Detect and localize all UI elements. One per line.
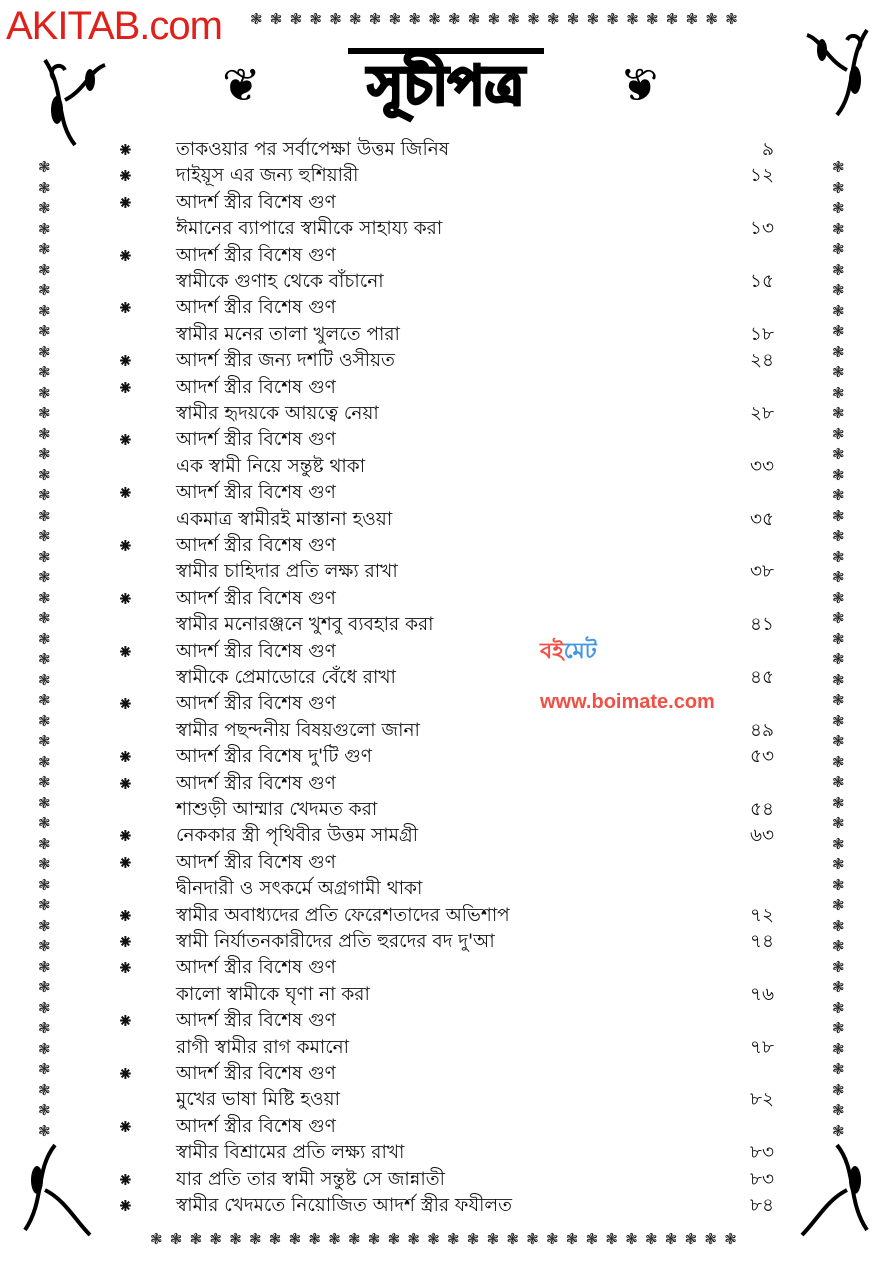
flower-icon: ❃ xyxy=(832,281,845,299)
flower-icon: ❃ xyxy=(645,1230,658,1248)
flower-icon: ❃ xyxy=(832,629,845,648)
flower-icon: ❃ xyxy=(832,896,845,914)
flower-icon: ❃ xyxy=(832,301,845,320)
toc-entry-page: ৭৮ xyxy=(749,1036,774,1058)
flower-icon: ❃ xyxy=(38,814,51,832)
flower-icon: ❃ xyxy=(38,178,51,197)
flower-icon: ❃ xyxy=(832,1080,845,1099)
toc-entry xyxy=(0,480,892,506)
flower-icon: ❃ xyxy=(309,10,322,28)
flower-icon: ❃ xyxy=(249,1230,262,1248)
flower-icon: ❃ xyxy=(38,506,51,525)
flower-icon: ❃ xyxy=(832,322,845,340)
boimate-logo-part-a: বই xyxy=(540,638,564,664)
toc-entry xyxy=(0,978,892,1008)
toc-entry xyxy=(0,771,892,797)
flower-icon: ❃ xyxy=(704,1230,717,1248)
toc-entry-page: ৭৪ xyxy=(749,931,774,952)
toc-entry-title: আদর্শ স্ত্রীর বিশেষ গুণ xyxy=(176,429,336,451)
flower-icon: ❃ xyxy=(427,1230,440,1248)
flower-icon: ❃ xyxy=(585,1230,599,1248)
toc-entry-page: ২৮ xyxy=(749,403,774,424)
flower-icon: ❃ xyxy=(209,1230,222,1248)
flower-icon: ❃ xyxy=(367,1230,381,1248)
toc-entry-title: আদর্শ স্ত্রীর বিশেষ গুণ xyxy=(176,957,336,979)
flower-icon: ❃ xyxy=(832,1019,845,1037)
flower-icon: ❃ xyxy=(646,10,659,28)
flower-icon: ❃ xyxy=(308,1230,321,1248)
flower-icon: ❃ xyxy=(38,445,51,463)
toc-entry-page: ৪৯ xyxy=(749,719,774,741)
flower-icon: ❃ xyxy=(832,1060,845,1078)
flower-icon: ❃ xyxy=(832,342,845,361)
toc-entry-title: স্বামীর চাহিদার প্রতি লক্ষ্য রাখা xyxy=(176,561,398,583)
boimate-logo-part-b: মেট xyxy=(563,638,597,664)
toc-entry xyxy=(0,348,892,374)
asterisk-bullet-icon: ⁕ xyxy=(117,692,134,717)
toc-entry-title: মুখের ভাষা মিষ্টি হওয়া xyxy=(176,1089,340,1111)
flower-icon: ❃ xyxy=(447,1230,460,1248)
flower-icon: ❃ xyxy=(38,937,51,955)
flower-icon: ❃ xyxy=(832,445,845,463)
flower-icon: ❃ xyxy=(832,465,845,484)
toc-entry-title: আদর্শ স্ত্রীর বিশেষ গুণ xyxy=(176,693,336,715)
flower-icon: ❃ xyxy=(832,875,845,894)
flower-icon: ❃ xyxy=(832,957,845,976)
toc-entry-page: ৪৫ xyxy=(749,667,774,688)
flower-icon: ❃ xyxy=(546,1230,559,1248)
flower-icon: ❃ xyxy=(38,322,51,340)
flower-icon: ❃ xyxy=(38,240,51,258)
toc-entry-title: রাগী স্বামীর রাগ কমানো xyxy=(176,1036,350,1058)
flower-icon: ❃ xyxy=(832,424,845,443)
toc-entry-title: আদর্শ স্ত্রীর বিশেষ গুণ xyxy=(176,535,336,556)
toc-entry-title: এক স্বামী নিয়ে সন্তুষ্ট থাকা xyxy=(176,455,366,477)
flower-icon: ❃ xyxy=(724,1230,737,1248)
asterisk-bullet-icon: ⁕ xyxy=(117,956,134,981)
flower-icon: ❃ xyxy=(832,199,845,217)
flower-icon: ❃ xyxy=(832,670,845,689)
flower-icon: ❃ xyxy=(38,1080,51,1099)
flower-icon: ❃ xyxy=(169,1230,183,1248)
flower-icon: ❃ xyxy=(38,404,51,422)
toc-entry-title: তাকওয়ার পর সর্বাপেক্ষা উত্তম জিনিষ xyxy=(176,139,450,160)
flower-icon: ❃ xyxy=(348,1230,361,1248)
flower-icon: ❃ xyxy=(38,199,51,217)
toc-entry-page: ৭৬ xyxy=(749,983,774,1005)
flower-icon: ❃ xyxy=(547,10,560,28)
flower-icon: ❃ xyxy=(527,10,540,28)
flower-icon: ❃ xyxy=(38,732,51,750)
flower-icon: ❃ xyxy=(38,568,51,586)
toc-entry-page: ৫৪ xyxy=(749,799,774,820)
flower-icon: ❃ xyxy=(38,834,51,853)
flower-icon: ❃ xyxy=(684,1230,698,1248)
flower-icon: ❃ xyxy=(229,1230,242,1248)
flower-icon: ❃ xyxy=(832,916,845,935)
asterisk-bullet-icon: ⁕ xyxy=(117,1167,134,1192)
toc-entry xyxy=(0,507,892,533)
toc-entry xyxy=(0,322,892,348)
toc-entry-page: ৯ xyxy=(761,139,774,160)
flower-icon: ❃ xyxy=(448,10,461,28)
flower-icon: ❃ xyxy=(38,342,51,361)
toc-entry-page: ৫৩ xyxy=(749,746,774,768)
toc-entry-page: ১৮ xyxy=(749,323,774,345)
flower-icon: ❃ xyxy=(832,527,845,545)
flower-icon: ❃ xyxy=(832,1121,845,1140)
flower-icon: ❃ xyxy=(38,260,51,279)
toc-entry-title: আদর্শ স্ত্রীর বিশেষ গুণ xyxy=(176,191,336,213)
flower-icon: ❃ xyxy=(566,10,580,28)
flower-icon: ❃ xyxy=(38,711,51,730)
asterisk-bullet-icon: ⁕ xyxy=(117,850,134,875)
flower-icon: ❃ xyxy=(38,281,51,299)
flower-icon: ❃ xyxy=(832,588,845,607)
toc-entry xyxy=(0,295,892,321)
toc-entry-title: শাশুড়ী আম্মার খেদমত করা xyxy=(176,799,378,820)
flower-icon: ❃ xyxy=(832,937,845,955)
toc-entry xyxy=(0,1008,892,1037)
flower-icon: ❃ xyxy=(832,383,845,402)
toc-entry-title: নেককার স্ত্রী পৃথিবীর উত্তম সামগ্রী xyxy=(176,825,419,847)
flower-icon: ❃ xyxy=(625,1230,638,1248)
toc-entry-title: আদর্শ স্ত্রীর বিশেষ গুণ xyxy=(176,376,336,398)
toc-entry-page: ১৫ xyxy=(749,271,774,292)
toc-entry-title: স্বামীর খেদমতে নিয়োজিত আদর্শ স্ত্রীর ফযীলত xyxy=(176,1195,513,1216)
flower-icon: ❃ xyxy=(189,1230,203,1248)
flower-icon: ❃ xyxy=(38,609,51,627)
flower-icon: ❃ xyxy=(38,1039,51,1058)
toc-entry-page: ৮২ xyxy=(749,1089,774,1111)
flower-icon: ❃ xyxy=(466,1230,480,1248)
flower-icon: ❃ xyxy=(250,10,263,28)
toc-entry-page: ১৩ xyxy=(749,218,774,240)
toc-entry-page: ৩৫ xyxy=(749,508,774,530)
flower-icon: ❃ xyxy=(269,10,283,28)
toc-entry xyxy=(0,163,892,189)
flower-icon: ❃ xyxy=(832,568,845,586)
flower-icon: ❃ xyxy=(832,814,845,832)
flower-icon: ❃ xyxy=(388,10,402,28)
flower-icon: ❃ xyxy=(289,10,303,28)
toc-entry-title: আদর্শ স্ত্রীর বিশেষ গুণ xyxy=(176,772,336,794)
flower-icon: ❃ xyxy=(329,10,342,28)
toc-entry xyxy=(0,375,892,401)
toc-entry xyxy=(0,639,892,668)
toc-entry xyxy=(0,955,892,981)
toc-entry xyxy=(0,1167,892,1193)
title-ornament-left-icon: ❦ xyxy=(222,58,261,112)
toc-entry-page: ২৪ xyxy=(749,350,774,372)
title-ornament-right-icon: ❦ xyxy=(620,58,659,112)
toc-entry xyxy=(0,454,892,480)
flower-icon: ❃ xyxy=(832,691,845,709)
toc-entry-page: ১২ xyxy=(749,165,774,187)
toc-entry-title: স্বামী নির্যাতনকারীদের প্রতি হুরদের বদ দু'আ xyxy=(176,931,495,952)
toc-entry xyxy=(0,586,892,612)
flower-icon: ❃ xyxy=(38,978,51,996)
asterisk-bullet-icon: ⁕ xyxy=(117,771,134,796)
asterisk-bullet-icon: ⁕ xyxy=(117,586,134,611)
flower-icon: ❃ xyxy=(685,10,699,28)
toc-entry-title: কালো স্বামীকে ঘৃণা না করা xyxy=(176,983,370,1005)
flower-icon: ❃ xyxy=(832,855,845,873)
flower-icon: ❃ xyxy=(832,506,845,525)
asterisk-bullet-icon: ⁕ xyxy=(117,903,134,928)
flower-icon: ❃ xyxy=(38,629,51,648)
flower-icon: ❃ xyxy=(832,650,845,668)
flower-icon: ❃ xyxy=(832,363,845,381)
flower-icon: ❃ xyxy=(832,998,845,1017)
toc-entry-title: স্বামীর মনের তালা খুলতে পারা xyxy=(176,323,400,345)
flower-icon: ❃ xyxy=(526,1230,539,1248)
flower-icon: ❃ xyxy=(586,10,600,28)
flower-icon: ❃ xyxy=(38,650,51,668)
toc-entry-title: দাইয়ূস এর জন্য হুশিয়ারী xyxy=(176,165,359,187)
flower-icon: ❃ xyxy=(38,916,51,935)
flower-icon: ❃ xyxy=(832,486,845,504)
asterisk-bullet-icon: ⁕ xyxy=(117,1062,134,1086)
toc-entry xyxy=(0,1061,892,1087)
toc-entry xyxy=(0,665,892,691)
toc-entry-title: আদর্শ স্ত্রীর বিশেষ গুণ xyxy=(176,1010,336,1032)
toc-entry-title: স্বামীর মনোরঞ্জনে খুশবু ব্যবহার করা xyxy=(176,614,434,636)
flower-icon: ❃ xyxy=(349,10,362,28)
toc-entry xyxy=(0,533,892,559)
toc-entry xyxy=(0,1087,892,1113)
flower-icon: ❃ xyxy=(605,1230,618,1248)
flower-icon: ❃ xyxy=(38,752,51,771)
flower-icon: ❃ xyxy=(832,773,845,791)
asterisk-bullet-icon: ⁕ xyxy=(117,745,134,770)
flower-icon: ❃ xyxy=(832,219,845,238)
asterisk-bullet-icon: ⁕ xyxy=(117,296,134,321)
toc-entry xyxy=(0,823,892,849)
flower-icon: ❃ xyxy=(38,773,51,791)
toc-entry-title: আদর্শ স্ত্রীর বিশেষ গুণ xyxy=(176,1063,336,1084)
toc-entry xyxy=(0,744,892,770)
flower-icon: ❃ xyxy=(38,1019,51,1037)
toc-entry-title: একমাত্র স্বামীরই মাস্তানা হওয়া xyxy=(176,508,393,530)
toc-entry xyxy=(0,137,892,163)
toc-entry-title: স্বামীর পছন্দনীয় বিষয়গুলো জানা xyxy=(176,719,420,741)
toc-entry-title: আদর্শ স্ত্রীর বিশেষ গুণ xyxy=(176,851,336,873)
flower-icon: ❃ xyxy=(832,732,845,750)
flower-icon: ❃ xyxy=(832,834,845,853)
flower-icon: ❃ xyxy=(832,978,845,996)
flower-icon: ❃ xyxy=(664,1230,678,1248)
asterisk-bullet-icon: ⁕ xyxy=(117,1194,134,1218)
flower-icon: ❃ xyxy=(832,260,845,279)
toc-entry xyxy=(0,691,892,717)
flower-icon: ❃ xyxy=(832,1101,845,1119)
toc-entry-title: স্বামীকে গুণাহ থেকে বাঁচানো xyxy=(176,271,384,292)
toc-entry xyxy=(0,903,892,929)
flower-icon: ❃ xyxy=(565,1230,579,1248)
flower-icon: ❃ xyxy=(38,855,51,873)
toc-entry-page: ৮৪ xyxy=(749,1195,774,1216)
flower-icon: ❃ xyxy=(387,1230,401,1248)
toc-entry-title: আদর্শ স্ত্রীর বিশেষ দু'টি গুণ xyxy=(176,746,372,768)
toc-entry xyxy=(0,1114,892,1140)
flower-icon: ❃ xyxy=(487,10,501,28)
toc-entry xyxy=(0,1140,892,1166)
toc-entry xyxy=(0,401,892,427)
asterisk-bullet-icon: ⁕ xyxy=(117,1114,134,1139)
toc-entry-page: ৮৩ xyxy=(749,1142,774,1164)
asterisk-bullet-icon: ⁕ xyxy=(117,824,134,849)
flower-icon: ❃ xyxy=(467,10,481,28)
flower-icon: ❃ xyxy=(428,10,441,28)
asterisk-bullet-icon: ⁕ xyxy=(117,428,134,453)
toc-entry-title: আদর্শ স্ত্রীর বিশেষ গুণ xyxy=(176,587,336,609)
flower-icon: ❃ xyxy=(328,1230,341,1248)
flower-icon: ❃ xyxy=(705,10,718,28)
toc-entry-page: ৭২ xyxy=(749,904,774,926)
toc-entry xyxy=(0,424,892,453)
toc-entry-title: ঈমানের ব্যাপারে স্বামীকে সাহায্য করা xyxy=(176,218,443,240)
toc-entry-title: স্বামীকে প্রেমাডোরে বেঁধে রাখা xyxy=(176,667,396,688)
toc-entry-title: আদর্শ স্ত্রীর বিশেষ গুণ xyxy=(176,482,336,504)
flower-icon: ❃ xyxy=(288,1230,302,1248)
flower-icon: ❃ xyxy=(38,896,51,914)
boimate-url-watermark: www.boimate.com xyxy=(540,691,715,714)
toc-entry-page: ৮৩ xyxy=(749,1168,774,1190)
toc-entry xyxy=(0,609,892,638)
asterisk-bullet-icon: ⁕ xyxy=(117,164,134,189)
flower-icon: ❃ xyxy=(665,10,679,28)
flower-icon: ❃ xyxy=(38,1121,51,1140)
asterisk-bullet-icon: ⁕ xyxy=(117,639,134,664)
toc-entry-title: যার প্রতি তার স্বামী সন্তুষ্ট সে জান্নাতী xyxy=(176,1168,445,1190)
toc-entry xyxy=(0,1035,892,1061)
flower-icon: ❃ xyxy=(626,10,639,28)
flower-icon: ❃ xyxy=(38,424,51,443)
flower-icon: ❃ xyxy=(38,219,51,238)
toc-entry xyxy=(0,190,892,216)
flower-icon: ❃ xyxy=(38,486,51,504)
flower-icon: ❃ xyxy=(506,1230,519,1248)
asterisk-bullet-icon: ⁕ xyxy=(117,375,134,400)
toc-entry-page: ৬৩ xyxy=(749,825,774,847)
flower-icon: ❃ xyxy=(725,10,738,28)
flower-icon: ❃ xyxy=(38,1060,51,1078)
asterisk-bullet-icon: ⁕ xyxy=(117,190,134,215)
toc-entry-title: আদর্শ স্ত্রীর বিশেষ গুণ xyxy=(176,640,336,662)
flower-icon: ❃ xyxy=(38,957,51,976)
flower-icon: ❃ xyxy=(38,875,51,894)
toc-entry xyxy=(0,216,892,242)
asterisk-bullet-icon: ⁕ xyxy=(117,1009,134,1034)
page-title: সূচীপত্র xyxy=(348,48,545,118)
asterisk-bullet-icon: ⁕ xyxy=(117,930,134,954)
flower-icon: ❃ xyxy=(832,1039,845,1058)
flower-icon: ❃ xyxy=(38,670,51,689)
toc-entry-page: ৪১ xyxy=(749,614,774,636)
flower-icon: ❃ xyxy=(150,1230,163,1248)
flower-icon: ❃ xyxy=(832,240,845,258)
flower-icon: ❃ xyxy=(268,1230,282,1248)
toc-entry xyxy=(0,876,892,902)
flower-icon: ❃ xyxy=(38,363,51,381)
toc-entry-title: স্বামীর অবাধ্যদের প্রতি ফেরেশতাদের অভিশাপ xyxy=(176,904,510,926)
toc-entry-title: স্বামীর বিশ্রামের প্রতি লক্ষ্য রাখা xyxy=(176,1142,405,1164)
flower-icon: ❃ xyxy=(486,1230,500,1248)
flower-icon: ❃ xyxy=(38,998,51,1017)
toc-entry-title: আদর্শ স্ত্রীর বিশেষ গুণ xyxy=(176,297,336,319)
asterisk-bullet-icon: ⁕ xyxy=(117,349,134,374)
flower-icon: ❃ xyxy=(38,588,51,607)
flower-icon: ❃ xyxy=(38,793,51,812)
flower-icon: ❃ xyxy=(38,1101,51,1119)
toc-entry-page: ৩৮ xyxy=(749,561,774,583)
flower-icon: ❃ xyxy=(832,158,845,176)
asterisk-bullet-icon: ⁕ xyxy=(117,534,134,558)
toc-entry xyxy=(0,793,892,823)
flower-icon: ❃ xyxy=(832,178,845,197)
flower-icon: ❃ xyxy=(832,752,845,771)
toc-entry-title: আদর্শ স্ত্রীর জন্য দশটি ওসীয়ত xyxy=(176,350,395,372)
asterisk-bullet-icon: ⁕ xyxy=(117,243,134,268)
toc-entry xyxy=(0,240,892,269)
flower-icon: ❃ xyxy=(38,691,51,709)
toc-entry-title: আদর্শ স্ত্রীর বিশেষ গুণ xyxy=(176,1115,336,1137)
toc-entry-title: দ্বীনদারী ও সৎকর্মে অগ্রগামী থাকা xyxy=(176,878,423,900)
toc-entry-title: স্বামীর হৃদয়কে আয়ত্বে নেয়া xyxy=(176,403,379,424)
toc-entry xyxy=(0,1193,892,1219)
flower-icon: ❃ xyxy=(507,10,520,28)
toc-entry xyxy=(0,269,892,295)
akitab-watermark: AKITAB.com xyxy=(6,4,222,48)
flower-icon: ❃ xyxy=(606,10,619,28)
flower-icon: ❃ xyxy=(368,10,382,28)
flower-icon: ❃ xyxy=(832,404,845,422)
flower-icon: ❃ xyxy=(38,527,51,545)
flower-icon: ❃ xyxy=(38,465,51,484)
toc-entry-page: ৩৩ xyxy=(749,455,774,477)
boimate-logo-watermark xyxy=(540,639,597,665)
flower-icon: ❃ xyxy=(38,547,51,566)
flower-icon: ❃ xyxy=(38,383,51,402)
toc-entry xyxy=(0,718,892,744)
toc-entry xyxy=(0,850,892,876)
toc-entry xyxy=(0,929,892,955)
toc-entry xyxy=(0,559,892,585)
flower-icon: ❃ xyxy=(407,1230,420,1248)
flower-icon: ❃ xyxy=(832,711,845,730)
asterisk-bullet-icon: ⁕ xyxy=(117,481,134,506)
flower-icon: ❃ xyxy=(832,547,845,566)
flower-icon: ❃ xyxy=(38,301,51,320)
flower-icon: ❃ xyxy=(832,609,845,627)
asterisk-bullet-icon: ⁕ xyxy=(117,138,134,162)
toc-entry-title: আদর্শ স্ত্রীর বিশেষ গুণ xyxy=(176,244,336,266)
flower-icon: ❃ xyxy=(38,158,51,176)
flower-icon: ❃ xyxy=(408,10,421,28)
flower-icon: ❃ xyxy=(832,793,845,812)
